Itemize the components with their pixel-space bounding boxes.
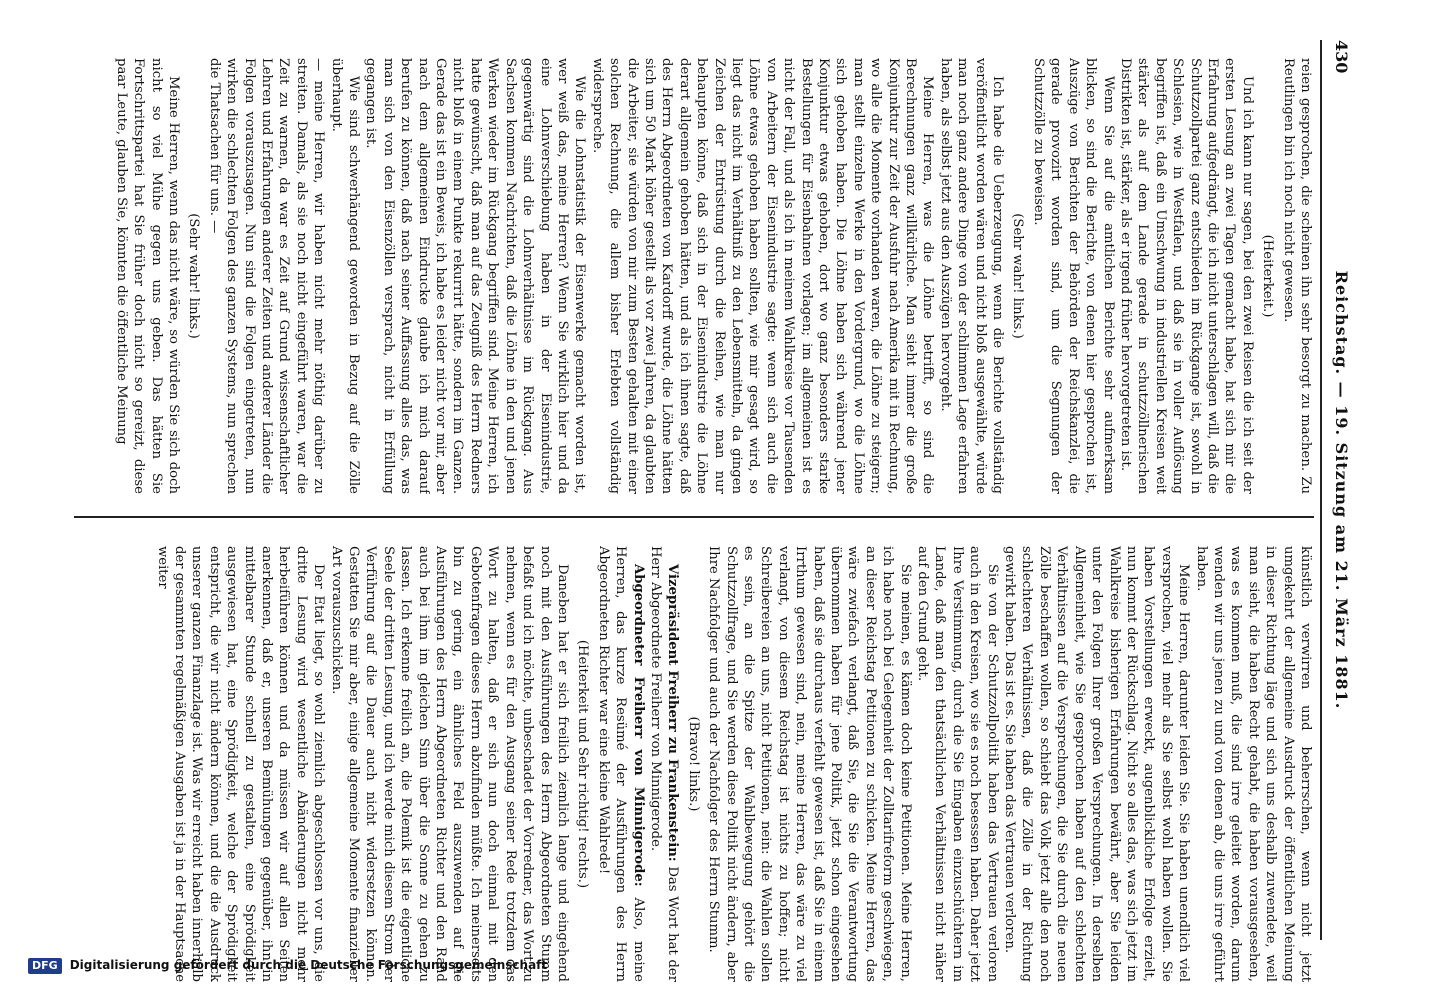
right-column-paragraph: Vizepräsident Freiherr zu Frankenstein: Das Wort hat der Herr Abgeordnete Freiherr von Minnigerode. [647, 546, 681, 982]
right-column-paragraph: Meine Herren, darunter leiden Sie. Sie haben unendlich viel versprochen, viel mehr als Sie selbst wohl haben wollen. Sie haben Vorstellungen erweckt, augenblickliche Erfolge erzielt, nun kommt der Rückschlag. Nicht so alles das, was sich jetzt im Wahlkreise bisherigen Erfahrungen bewährt, aber Sie leiden unter den Folgen Ihrer großen Versprechungen. In derselben Allgemeinheit, wie Sie gesprochen haben auf den schlechten Verhältnissen auf die Versprechungen, die Sie durch die neuen Zölle beschaffen wollen, so schiebt das Volk jetzt alle den noch schlechteren Verhältnissen, daß die Zölle in der Richtung gewirkt haben. Das ist es. Sie haben das Vertrauen verloren. [1002, 546, 1192, 982]
right-column-paragraph: Abgeordneter Freiherr von Minnigerode: Also, meine Herren, das kurze Resümé der Ausführungen des Herrn Abgeordneten Richter war eine kleine Wahlrede! [595, 546, 646, 982]
left-column [69, 58, 1314, 494]
left-column-paragraph: reien gesprochen, die scheinen ihn sehr besorgt zu machen. Zu Reutlingen bin ich noch nicht gewesen. [1280, 58, 1313, 494]
speaker-name: Abgeordneter Freiherr von Minnigerode: [630, 564, 646, 887]
right-column-paragraph: (Bravo! links.) [685, 716, 701, 812]
header-rule [1320, 40, 1322, 940]
right-column-paragraph: künstlich verwirren und beherrschen, wenn nicht jetzt umgekehrt der allgemeine Ausdruck der öffentlichen Meinung in dieser Richtung läge und sich uns deshalb zuwendete, weil man sieht, die haben Recht gehabt, die haben vorausgesehen, was es kommen muß, die sind irre geleitet worden, darum wenden wir uns jenen zu und von denen ab, die uns irre geführt haben. [1193, 546, 1313, 982]
left-column-paragraph: (Sehr wahr! links.) [1010, 213, 1026, 339]
left-column-paragraph: Und ich kann nur sagen, bei den zwei Reisen die ich seit der ersten Lesung an zwei Tagen gemacht habe, hat sich mir die Erfahrung aufgedrängt, die ich nicht unterschlagen will, daß die Schutzzollpartei ganz entschieden im Rückgange ist, sowohl in Schlesien, wie in Westfalen, und daß sie in voller Auflösung begriffen ist, daß ein Umschwung in industriellen Kreisen weit stärker als auf dem Lande gerade in schutzzöllnerischen Distrikten ist, stärker, als er irgend früher hervorgetreten ist. [1117, 58, 1255, 494]
running-head-title: Reichstag. — 19. Sitzung am 21. März 1881. [1332, 270, 1351, 710]
side-credit-text [28, 954, 1408, 976]
left-column-paragraph: Wie die Lohnstatistik der Eisenwerke gemacht worden ist, wer weiß das, meine Herren? Wenn Sie wirklich hier und da eine Lohnverschiebung haben in der Eisenindustrie, gegenwärtig sind die Lohnverhältnisse im Rückgang. Aus Sachsen kommen Nachrichten, daß die Löhne in den und jenen Werken wieder im Rückgang begriffen sind. Meine Herren, ich hatte gewünscht, daß man auf das Zeugniß des Herrn Redners nicht bloß in einem Punkte rekurrirt hätte, sondern im Ganzen. Gerade das ist ein Beweis, ich habe es leider nicht vor mir, aber nach dem allgemeinen Eindrucke glaube ich mich darauf berufen zu können, daß nach seiner Auffassung alles das, was man sich von den Eisenzöllen versprach, nicht in Erfüllung gegangen ist. [363, 58, 588, 494]
dfg-logo: DFG [28, 958, 62, 974]
right-column [69, 546, 1314, 982]
running-head [1324, 40, 1358, 940]
left-column-paragraph: Wie sind schwerhängend geworden in Bezug auf die Zölle überhaupt. [328, 58, 362, 494]
right-column-paragraph: Sie meinen, es kämen doch keine Petitionen. Meine Herren, ich habe noch bei Gelegenheit der Zolltarifreform geschwiegen, an dieser Reichstag Petitionen zu schicken. Meine Herren, das wäre zwiefach verlangt, daß Sie, die Sie die Verantwortung übernommen haben für jene Politik, jetzt schon eingesehen haben, daß sie durchaus verfehlt gewesen ist, daß Sie in einem Irrthum gewesen sind, nein, meine Herren, das wäre zu viel verlangt, von diesem Reichstag ist nichts zu hoffen; nicht Schreibereien an uns, nicht Petitionen, nein: die Wahlen sollen es sein, an die Spitze der Wahlbewegung gehört die Schutzzollfrage, und Sie werden diese Politik nicht ändern, aber Ihre Nachfolger und auch der Nachfolger des Herrn Stumm. [706, 546, 913, 982]
right-column-paragraph: (Heiterkeit und Sehr richtig! rechts.) [575, 639, 591, 889]
left-column-paragraph: (Sehr wahr! links.) [186, 213, 202, 339]
right-column-paragraph: Daneben hat er sich freilich ziemlich lange und eingehend noch mit den Ausführungen des Herrn Abgeordneten Stumm befaßt und ich möchte, unbeschadet der Vorredner, das Wort zu nehmen, wenn es für den Ausgang seiner Rede trotzdem das Wort zu halten, daß er sich nun doch einmal mit den Gebotenfragen dieses Herrn abzufinden müßte. Ich meinerseits bin zu gering, ein ähnliches Feld auszuwenden auf die Ausführungen des Herrn Abgeordneten Richter und den Rand auch bei ihm im gleichen Sinn über die Sonne zu gehen zu lassen. Ich erkenne freilich an, die Polemik ist die eigentliche Seele der dritten Lesung, und ich werde mich diesem Strom der Verführung auf die Dauer auch nicht widersetzen können. Gestatten Sie mir aber, einige allgemeine Momente finanzieller Art vorauszuschicken. [328, 546, 570, 982]
left-column-paragraph: (Heiterkeit.) [1260, 234, 1276, 318]
left-column-paragraph: — meine Herren, wir haben nicht mehr nöthig darüber zu streiten. Damals, als sie noch nicht eingeführt waren, war die Zeit zu warnen, da war es Zeit auf Grund wissenschaftlicher Lehren und Erfahrungen anderer Zeiten und anderer Länder die Folgen vorauszusagen. Nun sind die Folgen eingetreten, nun wirken die schlechten Folgen des ganzen Systems, nun sprechen die Thatsachen für uns. — [206, 58, 327, 494]
speaker-name: Vizepräsident Freiherr zu Frankenstein: [665, 564, 681, 862]
column-divider [74, 516, 1314, 518]
left-column-paragraph: Meine Herren, was die Löhne betrifft, so sind die Berechnungen ganz willkürliche. Man sieht immer die große Konjunktur zur Zeit der Ausfuhr nach Amerika mit in Rechnung, wo alle die Momente vorhanden waren, die Löhne zu steigern; man stellt einzelne Werke in den Vordergrund, wo die Löhne sich gehoben haben. Die Löhne haben sich während jener Konjunktur etwas gehoben, dort wo ganz besonders starke Bestellungen für Eisenbahnen vorlagen; im allgemeinen ist es nicht der Fall, und als ich in meinem Wahlkreise vor Tausenden von Arbeitern der Eisenindustrie sagte: wenn sich auch die Löhne etwas gehoben haben sollten, wie mir gesagt wird, so liegt das nicht im Verhältniß zu den Lebensmitteln, da gingen Zeichen der Entrüstung durch die Reihen, wie man nur behaupten könne, daß sich in der Eisenindustrie die Löhne derart allgemein gehoben hätten, und als ich ihnen sagte, daß des Herrn Abgeordneten von Kardorff wurde, die Löhne hätten sich um 50 Mark höher gestellt als vor zwei Jahren, da glaubten die Arbeiter, sie würden von mir zum Besten gehalten mit einer solchen Rechnung, die allem bisher Erlebten vollständig widerspreche. [589, 58, 936, 494]
right-column-paragraph: Sie von der Schutzzollpolitik haben das Vertrauen verloren auch in den Kreisen, wo sie es noch besessen haben. Daher jetzt Ihre Verstimmung, durch die Sie Eingaben einzuschüchtern im Lande, daß man den thatsächlichen Verhältnissen nicht näher auf den Grund geht. [915, 546, 1000, 982]
left-column-paragraph: Ich habe die Ueberzeugung, wenn die Berichte vollständig veröffentlicht worden wären und nicht bloß ausgewählte, würde man noch ganz andere Dinge von der schlimmen Lage erfahren haben, als selbst jetzt aus den Auszügen hervorgeht. [937, 58, 1006, 494]
left-column-paragraph: Wenn Sie auf die amtlichen Berichte sehr aufmerksam blicken, so sind die Berichte, von denen hier gesprochen ist, Auszüge von Berichten der Behörden der Reichskanzlei, die gerade provozirt worden sind, um die Segnungen der Schutzzölle zu beweisen. [1030, 58, 1116, 494]
right-column-paragraph: Der Etat liegt, so wohl ziemlich abgeschlossen vor uns, die dritte Lesung wird wesentliche Abänderungen nicht mehr herbeiführen können und da müssen wir auf allen Seiten anerkennen, daß er, unseren Bemühungen gegenüber, ihn in mittelbarer Stunde schnell zu gestalten, eine Sprödigkeit ausgewiesen hat, eine Sprödigkeit, welche der Sprödigkeit entspricht, die wir nicht ändern können, und die die Ausdruck unserer ganzen Finanzlage ist. Was wir erreicht haben innerhalb der gesammten regelmäßigen Ausgaben ist ja in der Hauptsache weiter [154, 546, 327, 982]
left-column-paragraph: Meine Herren, wenn das nicht wäre, so würden Sie sich doch nicht so viel Mühe gegen uns geben. Das hätten Sie Fortschrittspartei hat Sie früher doch nicht so gereizt, diese paar Leute, glauben Sie, könnten die öffentliche Meinung [113, 58, 181, 494]
page-number: 430 [1332, 40, 1351, 74]
side-credit [4, 940, 1428, 990]
funding-note: Digitalisierung gefördert durch die Deutsche Forschungsgemeinschaft [69, 958, 548, 972]
